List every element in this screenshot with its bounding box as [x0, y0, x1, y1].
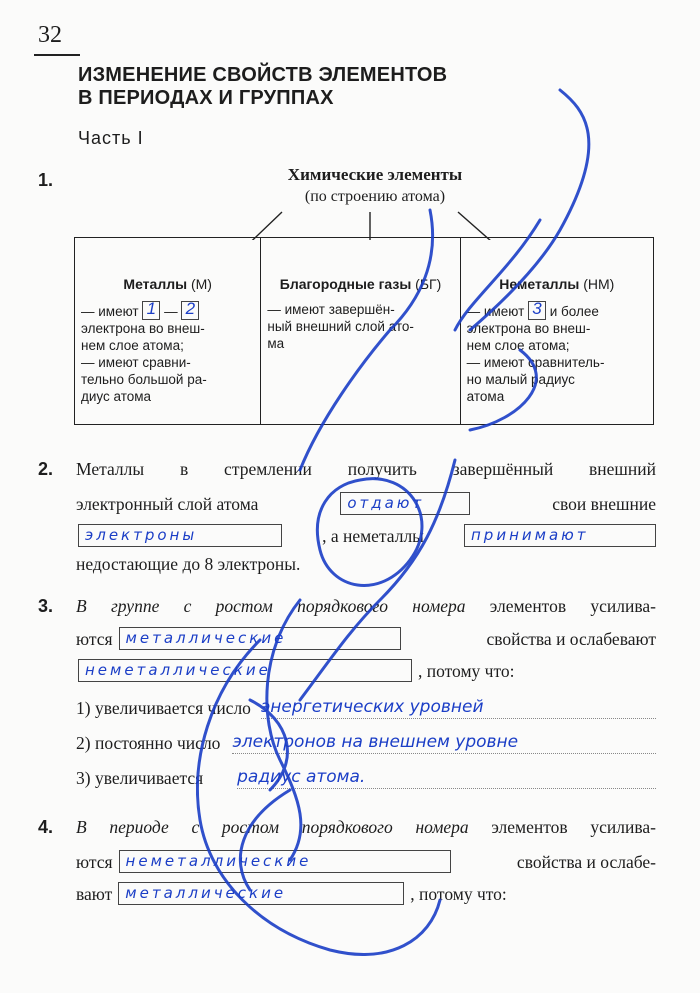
metals-column	[75, 238, 260, 424]
task-3-line-3: неметаллические , потому что:	[76, 659, 656, 682]
task-4-text	[76, 816, 656, 905]
answer-field-group-decrease[interactable]: неметаллические	[78, 659, 412, 682]
nonmetals-header: Неметаллы (НМ)	[499, 276, 615, 292]
task-4-line-3: вают металлические , потому что:	[76, 883, 507, 904]
answer-box-metals-max[interactable]: 2	[181, 301, 199, 320]
nonmetals-column	[460, 238, 653, 424]
answer-field-period-increase[interactable]: неметаллические	[119, 850, 451, 873]
element-classification-table	[74, 237, 654, 425]
task-3-item-1: 1) увеличивается число энергетических уровней	[76, 696, 656, 719]
metals-line-5: тельно большой ра-	[81, 372, 207, 387]
answer-field-period-decrease[interactable]: металлические	[118, 882, 404, 905]
task-3-line-1: В группе с ростом порядкового номера элементов усилива-	[76, 596, 656, 616]
arrow-to-metals	[236, 212, 282, 240]
task-1-number: 1.	[38, 170, 54, 190]
diagram-arrows	[0, 0, 700, 240]
diagram-subtitle: (по строению атома)	[304, 188, 446, 205]
noble-gases-line-1: — имеют завершён-	[267, 302, 395, 317]
noble-gases-column	[260, 238, 459, 424]
task-2-line-2: электронный слой атома отдают свои внешние	[76, 493, 656, 514]
nonmetals-line-1: — имеют 3 и более	[466, 299, 599, 319]
diagram-title: Химические элементы	[287, 165, 463, 184]
noble-gases-line-3: ма	[267, 336, 285, 351]
task-2-line-1: Металлы в стремлении получить завершённый внешний	[76, 459, 656, 479]
answer-field-nonmetals-action[interactable]: принимают	[464, 524, 656, 547]
task-3-line-2: ются металлические свойства и ослабевают	[76, 628, 656, 649]
task-4-line-1: В периоде с ростом порядкового номера элементов усилива-	[76, 817, 656, 837]
task-2-text	[76, 458, 656, 575]
task-4-line-2: ются неметаллические свойства и ослабе-	[76, 851, 656, 872]
metals-line-4: — имеют сравни-	[81, 355, 191, 370]
task-4-number: 4.	[38, 817, 54, 837]
handwritten-answer-1[interactable]: энергетических уровней	[261, 696, 656, 719]
task-2-line-3: электроны , а неметаллы принимают	[76, 524, 656, 547]
answer-field-group-increase[interactable]: металлические	[119, 627, 401, 650]
answer-field-metals-action[interactable]: отдают	[340, 492, 470, 515]
page-number: 32	[38, 22, 62, 48]
handwritten-answer-2[interactable]: электронов на внешнем уровне	[232, 731, 656, 754]
metals-line-2: электрона во внеш-	[81, 321, 205, 336]
arrow-to-nonmetals	[458, 212, 508, 240]
answer-box-metals-min[interactable]: 1	[142, 301, 160, 320]
metals-line-3: нем слое атома;	[81, 338, 184, 353]
task-3-number: 3.	[38, 596, 54, 616]
task-3-text	[76, 595, 656, 789]
nonmetals-line-2: электрона во внеш-	[466, 321, 591, 336]
task-2-number: 2.	[38, 459, 54, 479]
metals-line-6: диус атома	[81, 389, 152, 404]
metals-line-1: — имеют 1 — 2	[81, 301, 254, 320]
answer-box-nonmetals[interactable]: 3	[528, 301, 546, 320]
noble-gases-header: Благородные газы (БГ)	[279, 276, 442, 292]
part-heading: Часть I	[78, 128, 144, 148]
answer-field-what[interactable]: электроны	[78, 524, 282, 547]
task-3-item-3: 3) увеличивается радиус атома.	[76, 766, 656, 789]
handwritten-answer-3[interactable]: радиус атома.	[237, 766, 656, 789]
nonmetals-line-4: — имеют сравнитель-	[466, 355, 605, 370]
noble-gases-line-2: ный внешний слой ато-	[267, 319, 414, 334]
task-2-line-4: недостающие до 8 электроны.	[76, 554, 301, 574]
nonmetals-line-5: но малый радиус	[466, 372, 575, 387]
task-3-item-2: 2) постоянно число электронов на внешнем уровне	[76, 731, 656, 754]
nonmetals-line-6: атома	[466, 389, 505, 404]
metals-header: Металлы (М)	[123, 276, 212, 292]
title-line-2: В ПЕРИОДАХ И ГРУППАХ	[78, 87, 334, 109]
nonmetals-line-3: нем слое атома;	[466, 338, 570, 353]
title-line-1: ИЗМЕНЕНИЕ СВОЙСТВ ЭЛЕМЕНТОВ	[78, 64, 448, 86]
